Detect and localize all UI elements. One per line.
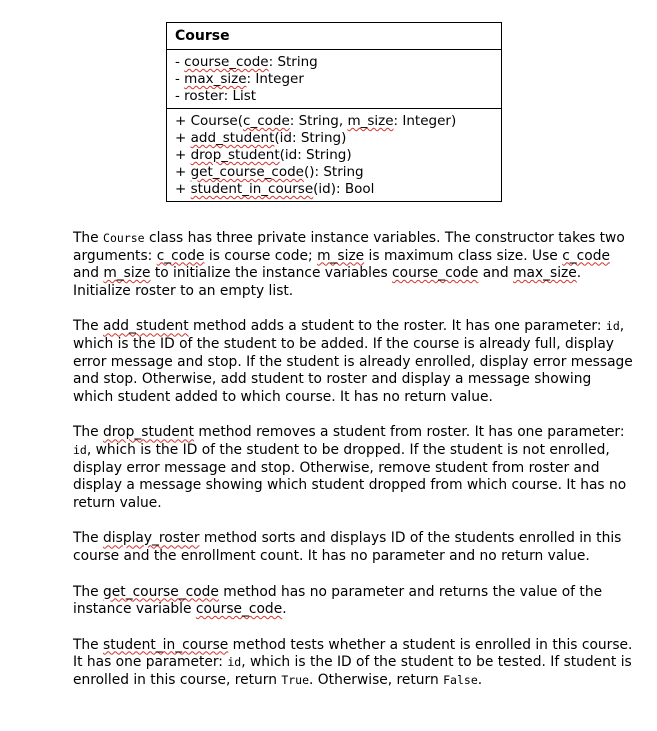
uml-class-name-section [167, 23, 501, 49]
method-name: student_in_course [103, 636, 229, 653]
uml-methods-section [167, 108, 501, 201]
paragraph-constructor: The Course class has three private instance variables. The constructor takes two arguments: c_code is course code; m_size is maximum class size. Use c_code and m_size to initialize the instance variables course_code and max_size. Initialize roster to an empty list. [73, 230, 625, 299]
uml-method [175, 164, 493, 181]
attr-name: max_size [184, 71, 247, 87]
var-name: m_size [317, 247, 365, 264]
method-text: + [175, 181, 191, 197]
var-name: course_code [392, 265, 479, 282]
attr-text: - roster: List [175, 88, 257, 104]
description-text [73, 230, 633, 707]
uml-attribute [175, 54, 493, 71]
method-text: : Integer) [393, 113, 457, 129]
method-name: get_course_code [190, 164, 304, 180]
method-name: get_course_code [103, 583, 219, 600]
paragraph-get-course-code: The get_course_code method has no parameter and returns the value of the instance variable course_code. [73, 583, 603, 618]
uml-class-name: Course [175, 28, 230, 44]
var-name: c_code [156, 247, 205, 264]
method-name: drop_student [103, 424, 195, 441]
uml-method [175, 147, 493, 164]
attr-prefix: - [175, 71, 185, 87]
method-name: display_roster [103, 530, 200, 547]
code-param: id [73, 442, 87, 457]
method-name: add_student [103, 318, 189, 335]
attr-type: : Integer [246, 71, 304, 87]
code-param: id [227, 655, 242, 670]
method-text: (id: String) [279, 147, 352, 163]
uml-attribute [175, 71, 493, 88]
attr-type: : String [268, 54, 318, 70]
var-name: max_size [513, 265, 577, 282]
attr-name: course_code [184, 54, 269, 70]
method-text: (): String [303, 164, 364, 180]
var-name: c_code [562, 247, 610, 264]
uml-attribute [175, 88, 493, 105]
uml-method [175, 181, 493, 198]
uml-method [175, 113, 493, 130]
method-name: student_in_course [190, 181, 314, 197]
code-class-name: Course [103, 231, 145, 245]
paragraph-student-in-course: The student_in_course method tests whether a student is enrolled in this course. It has one parameter: id, which is the ID of the student to be tested. If student is enrolled in this course, return True. Otherwise, return False. [73, 636, 633, 688]
method-text: (id: String) [274, 130, 347, 146]
method-text: + [175, 130, 191, 146]
uml-method [175, 130, 493, 147]
code-param: id [605, 319, 620, 334]
uml-class-diagram [166, 22, 502, 202]
paragraph-display-roster: The display_roster method sorts and displays ID of the students enrolled in this course and the enrollment count. It has no parameter and no return value. [73, 530, 622, 564]
method-text: + [175, 164, 191, 180]
code-literal: True [281, 672, 310, 687]
var-name: m_size [103, 265, 151, 282]
attr-prefix: - [175, 54, 185, 70]
method-param: c_code [243, 113, 290, 129]
method-text: + Course( [175, 113, 244, 129]
var-name: course_code [195, 601, 283, 618]
method-name: add_student [190, 130, 275, 146]
code-literal: False [443, 672, 478, 687]
paragraph-add-student: The add_student method adds a student to the roster. It has one parameter: id, which is the ID of the student to be added. If the course is already full, display error message and stop. If the student is already enrolled, display error message and stop. Otherwise, add student to roster and display a message showing which student added to which course. It has no return value. [73, 318, 633, 405]
method-text: + [175, 147, 191, 163]
method-text: (id): Bool [313, 181, 375, 197]
method-text: : String, [289, 113, 348, 129]
method-name: drop_student [190, 147, 280, 163]
method-param: m_size [347, 113, 394, 129]
paragraph-drop-student: The drop_student method removes a student from roster. It has one parameter: id, which is the ID of the student to be dropped. If the student is not enrolled, display error message and stop. Otherwise, remove student from roster and display a message showing which student dropped from which course. It has no return value. [73, 424, 627, 511]
uml-attributes-section [167, 49, 501, 108]
